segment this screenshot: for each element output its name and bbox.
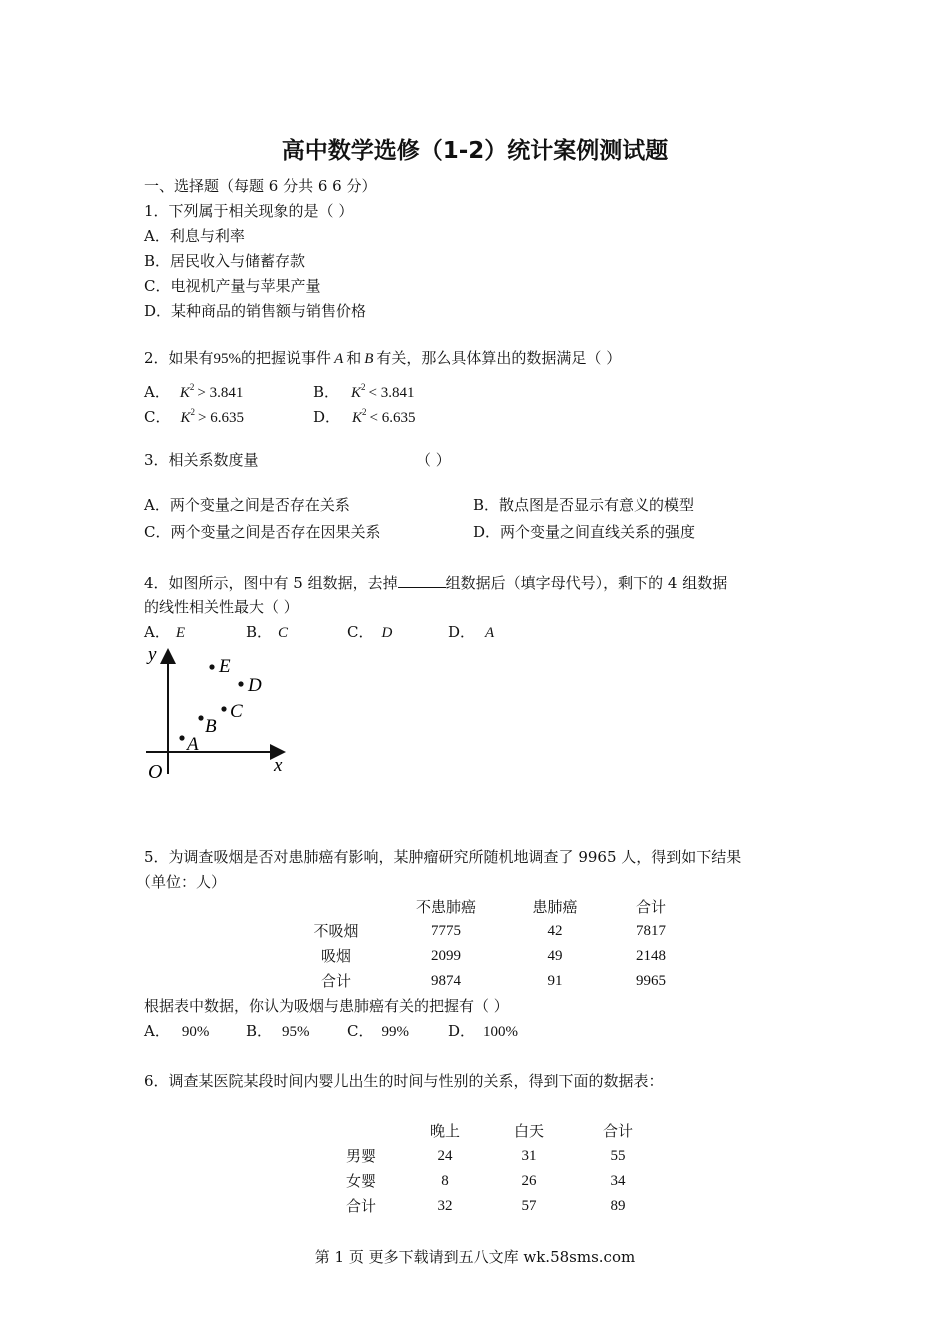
point-e-label: E — [219, 656, 231, 677]
q5-header-cell: 患肺癌 — [532, 898, 578, 916]
q2-square: 2 — [189, 382, 195, 392]
q2-option-c-value: > 6.635 — [198, 410, 244, 426]
q2-option-b-value: < 3.841 — [368, 385, 415, 401]
q4-option-c-label: C． — [347, 623, 374, 641]
section-heading: 一、选择题（每题 6 分共 6 6 分） — [144, 177, 377, 195]
q5-option-a — [144, 1021, 209, 1042]
q5-option-c-value: 99% — [381, 1024, 409, 1040]
q1-option-a: A．利息与利率 — [144, 227, 245, 245]
q2-option-c-label: C． — [144, 408, 171, 426]
q3-option-c: C．两个变量之间是否存在因果关系 — [144, 523, 381, 541]
q6-cell: 26 — [521, 1173, 537, 1189]
point-b-label: B — [205, 716, 217, 737]
q4-stem-post: 组数据后（填字母代号），剩下的 4 组数据 — [445, 574, 728, 592]
q2-option-d — [313, 402, 416, 428]
point-e — [209, 664, 214, 669]
q5-cell: 9965 — [636, 973, 666, 989]
q5-option-d-value: 100% — [483, 1024, 519, 1040]
q3-option-d: D．两个变量之间直线关系的强度 — [473, 523, 696, 541]
q4-option-d-value: A — [485, 625, 495, 641]
q2-square: 2 — [362, 407, 367, 417]
q2-stem-mid1: 的把握说事件 — [241, 349, 332, 367]
q4-stem-line2: 的线性相关性最大（ ） — [144, 598, 299, 616]
q2-option-b — [313, 377, 415, 403]
q5-option-a-value: 90% — [181, 1024, 210, 1040]
q6-cell: 34 — [610, 1173, 626, 1189]
q5-option-d-label: D． — [448, 1022, 476, 1040]
q4-option-d-label: D． — [448, 623, 476, 641]
q5-cell: 49 — [547, 948, 563, 964]
q4-option-c — [347, 622, 392, 643]
q5-option-b-label: B． — [246, 1022, 273, 1040]
q2-event-b: B — [364, 351, 374, 367]
page-footer: 第 1 页 更多下载请到五八文库 wk.58sms.com — [314, 1248, 636, 1266]
q5-cell: 2099 — [431, 948, 461, 964]
q4-option-a-label: A． — [144, 623, 170, 641]
q5-option-a-label: A． — [144, 1022, 170, 1040]
q5-header-cell: 合计 — [635, 898, 666, 916]
q1-option-d: D．某种商品的销售额与销售价格 — [144, 302, 367, 320]
q1-stem: 1．下列属于相关现象的是（ ） — [144, 202, 354, 220]
q3-stem: 3．相关系数度量 — [144, 451, 259, 469]
point-c — [221, 706, 226, 711]
point-d-label: D — [248, 675, 262, 696]
q4-option-b-value: C — [278, 625, 289, 641]
q6-stem: 6．调查某医院某段时间内婴儿出生的时间与性别的关系，得到下面的数据表： — [144, 1072, 664, 1090]
q2-square: 2 — [361, 382, 366, 392]
q6-cell: 89 — [610, 1198, 626, 1214]
q2-option-a-value: > 3.841 — [197, 385, 244, 401]
q1-option-c: C．电视机产量与苹果产量 — [144, 277, 321, 295]
q6-cell: 32 — [437, 1198, 453, 1214]
q3-paren: （ ） — [416, 451, 451, 469]
q2-stem-post: 有关，那么具体算出的数据满足（ ） — [376, 349, 622, 367]
q5-cell: 7817 — [636, 923, 666, 939]
q6-row-label: 女婴 — [345, 1172, 376, 1190]
q6-row-label: 合计 — [345, 1197, 376, 1215]
page-title: 高中数学选修（1-2）统计案例测试题 — [281, 138, 669, 164]
q2-option-c — [144, 402, 244, 428]
q5-option-b-value: 95% — [282, 1024, 310, 1040]
point-b — [198, 715, 203, 720]
q2-percent: 95% — [213, 351, 242, 367]
q6-header-cell: 合计 — [602, 1122, 633, 1140]
q1-option-b: B．居民收入与储蓄存款 — [144, 252, 306, 270]
point-a-label: A — [187, 734, 199, 755]
q2-option-d-label: D． — [313, 408, 341, 426]
q4-option-c-value: D — [381, 625, 393, 641]
q2-k: K — [179, 385, 190, 401]
q2-option-a — [144, 377, 243, 403]
q5-row-label: 不吸烟 — [313, 922, 359, 940]
q2-stem-mid2: 和 — [346, 349, 362, 367]
q6-cell: 57 — [521, 1198, 537, 1214]
q3-option-b: B．散点图是否显示有意义的模型 — [473, 496, 695, 514]
q4-option-a-value: E — [175, 625, 186, 641]
point-c-label: C — [230, 701, 243, 722]
q5-header-cell: 不患肺癌 — [415, 898, 476, 916]
point-d — [238, 681, 243, 686]
q4-answer-blank — [398, 573, 446, 588]
q4-stem — [144, 573, 727, 593]
q4-option-a — [144, 622, 185, 643]
q2-stem — [144, 348, 621, 369]
q6-row-label: 男婴 — [345, 1147, 376, 1165]
q5-cell: 42 — [547, 923, 563, 939]
q5-option-c-label: C． — [347, 1022, 374, 1040]
q6-header-cell: 白天 — [513, 1122, 544, 1140]
q5-stem: 5．为调查吸烟是否对患肺癌有影响，某肿瘤研究所随机地调查了 9965 人，得到如下结果 — [144, 848, 742, 866]
y-axis-label: y — [148, 644, 157, 665]
q6-cell: 8 — [441, 1173, 449, 1189]
q4-scatter-figure — [140, 642, 300, 782]
origin-label: O — [148, 761, 163, 782]
q5-cell: 7775 — [431, 923, 461, 939]
q2-k: K — [180, 410, 191, 426]
q2-k: K — [351, 385, 362, 401]
q2-event-a: A — [334, 351, 344, 367]
q5-option-c — [347, 1021, 409, 1042]
q5-question: 根据表中数据，你认为吸烟与患肺癌有关的把握有（ ） — [144, 997, 509, 1015]
q6-cell: 24 — [437, 1148, 453, 1164]
q4-stem-pre: 4．如图所示，图中有 5 组数据，去掉 — [144, 574, 398, 592]
q5-option-d — [448, 1021, 518, 1042]
q6-header-cell: 晚上 — [429, 1122, 460, 1140]
q5-stem-line2: （单位：人） — [136, 873, 227, 891]
q3-option-a: A．两个变量之间是否存在关系 — [144, 496, 350, 514]
q2-k: K — [352, 410, 363, 426]
q5-cell: 9874 — [431, 973, 461, 989]
q5-option-b — [246, 1021, 310, 1042]
q6-cell: 31 — [521, 1148, 537, 1164]
q2-square: 2 — [190, 407, 195, 417]
point-a — [179, 735, 184, 740]
q5-cell: 2148 — [636, 948, 666, 964]
q5-cell: 91 — [547, 973, 563, 989]
q4-option-b — [246, 622, 288, 643]
q2-option-d-value: < 6.635 — [369, 410, 416, 426]
q6-cell: 55 — [610, 1148, 626, 1164]
x-axis-label: x — [274, 755, 283, 776]
q5-row-label: 合计 — [320, 972, 351, 990]
q4-option-d — [448, 622, 494, 643]
q2-option-a-label: A． — [144, 383, 170, 401]
q2-option-b-label: B． — [313, 383, 340, 401]
q5-row-label: 吸烟 — [320, 947, 351, 965]
q2-stem-pre: 2．如果有 — [144, 349, 214, 367]
q4-option-b-label: B． — [246, 623, 273, 641]
